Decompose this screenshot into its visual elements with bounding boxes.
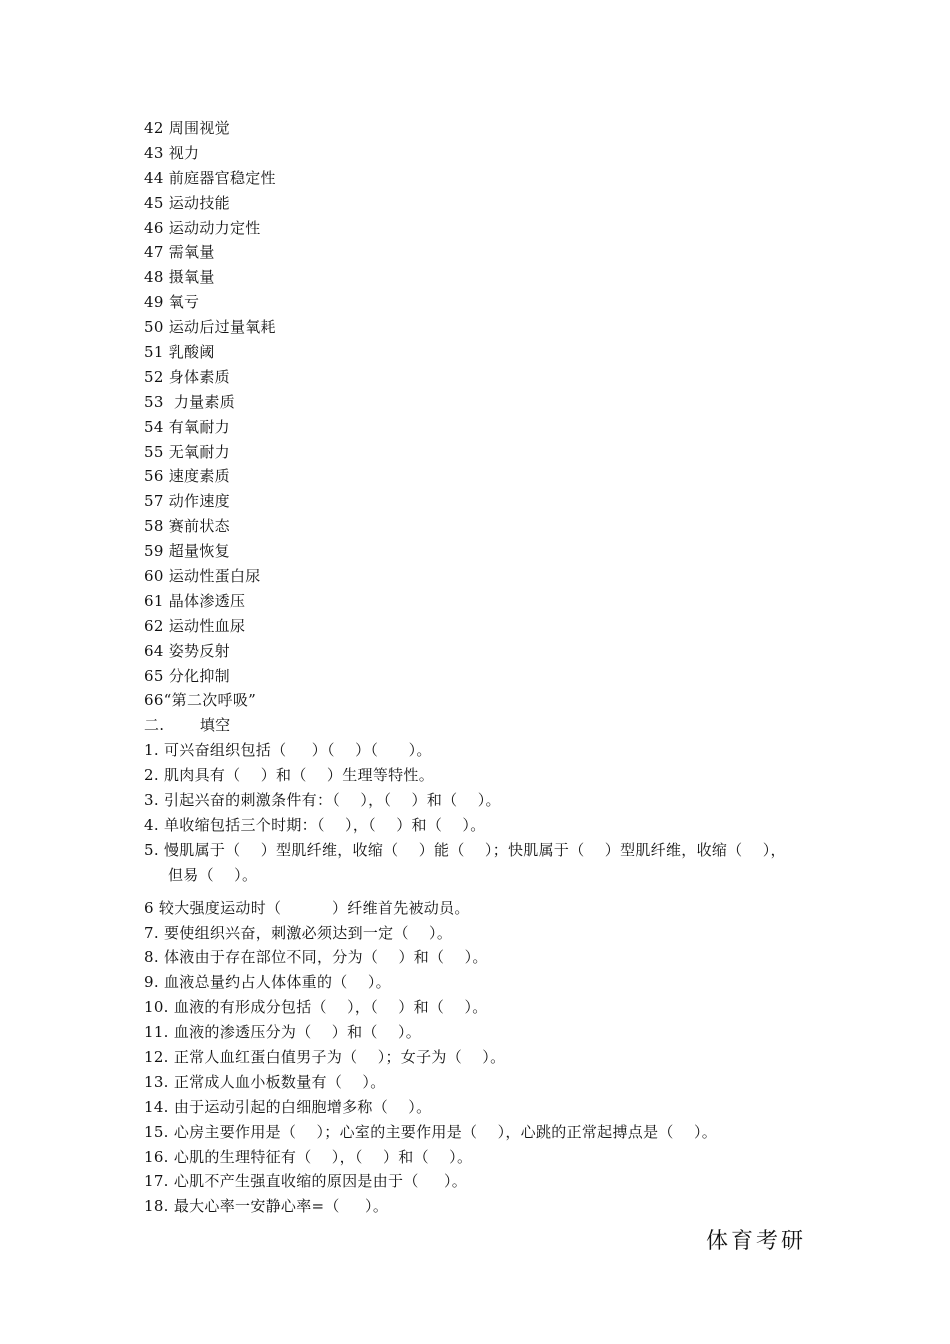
term-item: 53 力量素质: [144, 392, 236, 411]
question-item: 10. 血液的有形成分包括（ ），（ ）和（ ）。: [144, 998, 488, 1017]
term-item: 51 乳酸阈: [144, 343, 215, 362]
term-item: 60 运动性蛋白尿: [144, 567, 261, 586]
term-item: 64 姿势反射: [144, 641, 230, 660]
term-item: 42 周围视觉: [144, 119, 230, 137]
question-item: 1. 可兴奋组织包括（ ）（ ）（ ）。: [144, 741, 432, 760]
question-item: 4. 单收缩包括三个时期：（ ），（ ）和（ ）。: [144, 815, 486, 834]
term-item: 50 运动后过量氧耗: [144, 318, 276, 337]
question-item: 6 较大强度运动时（ ）纤维首先被动员。: [144, 898, 470, 917]
footer-watermark: 体育考研: [706, 1229, 807, 1254]
term-item: 65 分化抑制: [144, 666, 230, 685]
term-item: 45 运动技能: [144, 193, 230, 212]
term-list: [144, 116, 834, 713]
question-item: 2. 肌肉具有（ ）和（ ）生理等特性。: [144, 766, 435, 785]
question-item: 14. 由于运动引起的白细胞增多称（ ）。: [144, 1097, 432, 1116]
question-item: 3. 引起兴奋的刺激条件有：（ ），（ ）和（ ）。: [144, 791, 501, 810]
term-item: 43 视力: [144, 143, 200, 162]
question-item: 16. 心肌的生理特征有（ ），（ ）和（ ）。: [144, 1147, 473, 1166]
document-body: [144, 116, 834, 1219]
term-item: 48 摄氧量: [144, 268, 215, 287]
term-item: 58 赛前状态: [144, 517, 230, 536]
question-item: 17. 心肌不产生强直收缩的原因是由于（ ）。: [144, 1172, 468, 1191]
section-heading: 二. 填空: [144, 716, 231, 735]
question-item-continuation: 但易（ ）。: [168, 865, 258, 884]
term-item: 52 身体素质: [144, 367, 230, 386]
term-item: 49 氧亏: [144, 293, 200, 312]
term-item: 59 超量恢复: [144, 542, 230, 561]
question-item: 12. 正常人血红蛋白值男子为（ ）；女子为（ ）。: [144, 1047, 506, 1066]
question-item: 7. 要使组织兴奋，刺激必须达到一定（ ）。: [144, 923, 453, 942]
term-item: 57 动作速度: [144, 492, 230, 511]
term-item: 56 速度素质: [144, 467, 230, 486]
term-item: 46 运动动力定性: [144, 218, 261, 237]
question-item: 15. 心房主要作用是（ ）；心室的主要作用是（ ），心跳的正常起搏点是（ ）。: [144, 1122, 718, 1141]
question-item: 13. 正常成人血小板数量有（ ）。: [144, 1072, 386, 1091]
question-item: 11. 血液的渗透压分为（ ）和（ ）。: [144, 1023, 422, 1042]
term-item: 54 有氧耐力: [144, 417, 230, 436]
spacer: [144, 888, 834, 896]
term-item: 61 晶体渗透压: [144, 591, 246, 610]
question-item: 9. 血液总量约占人体体重的（ ）。: [144, 973, 391, 992]
term-item: 66“第二次呼吸”: [144, 691, 257, 710]
term-item: 44 前庭器官稳定性: [144, 168, 276, 187]
question-item: 5. 慢肌属于（ ）型肌纤维，收缩（ ）能（ ）；快肌属于（ ）型肌纤维，收缩（ ），: [144, 840, 786, 859]
term-item: 47 需氧量: [144, 243, 215, 262]
question-list: [144, 738, 834, 1219]
question-item: 18. 最大心率一安静心率=（ ）。: [144, 1197, 389, 1216]
question-item: 8. 体液由于存在部位不同，分为（ ）和（ ）。: [144, 948, 488, 967]
term-item: 55 无氧耐力: [144, 442, 230, 461]
term-item: 62 运动性血尿: [144, 616, 246, 635]
